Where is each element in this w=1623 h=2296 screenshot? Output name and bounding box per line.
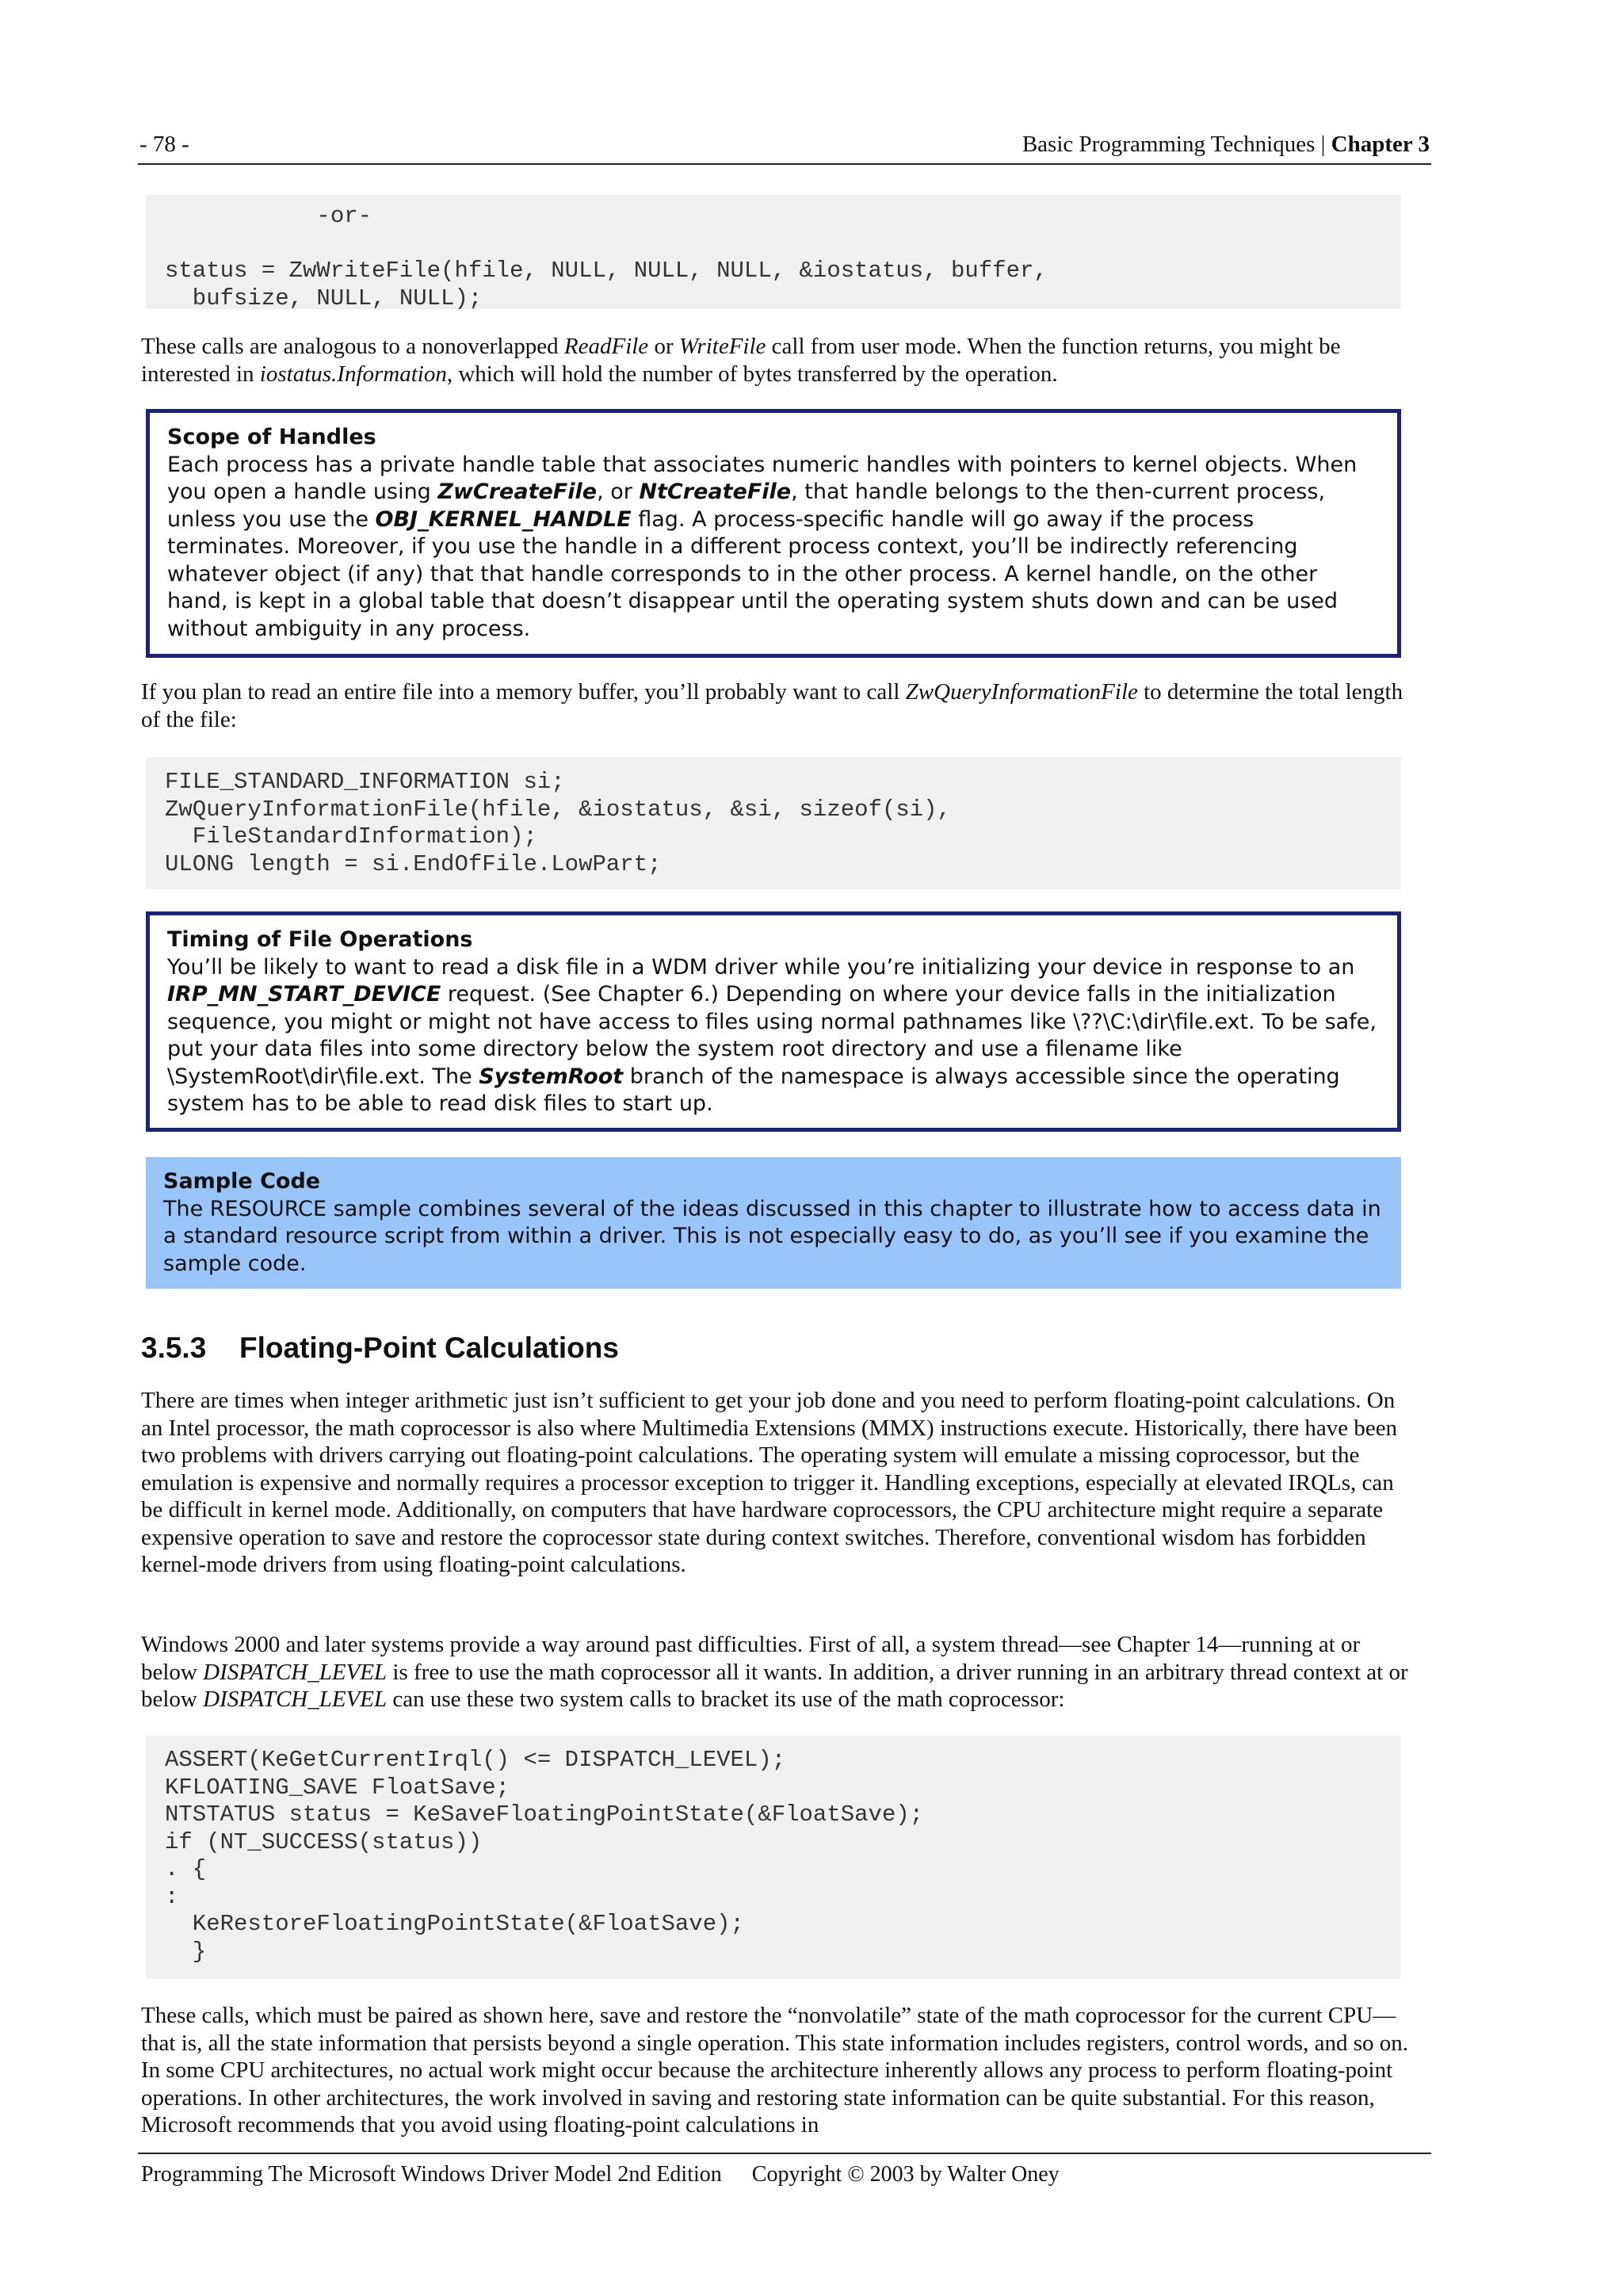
note-timing-of-file-operations: [146, 911, 1401, 1132]
paragraph-readfile-analogy: These calls are analogous to a nonoverlapped ReadFile or WriteFile call from user mode. When the function returns, you might be interested in iostatus.Information, which will hold the number of bytes transferred by the operation.: [141, 334, 1341, 387]
paragraph-query-file: If you plan to read an entire file into a memory buffer, you’ll probably want to call ZwQueryInformationFile to determine the total length of the file:: [141, 679, 1403, 732]
note-body: You’ll be likely to want to read a disk file in a WDM driver while you’re initializing your device in response to an IRP_MN_START_DEVICE request. (See Chapter 6.) Depending on where your device falls in the initialization sequence, you might or might not have access to files using normal pathnames like \??\C:\dir\file.ext. To be safe, put your data files into some directory below the system root directory and use a filename like \SystemRoot\dir\file.ext. The SystemRoot branch of the namespace is always accessible since the operating system has to be able to read disk files to start up.: [167, 954, 1377, 1116]
note-scope-of-handles: [146, 409, 1401, 658]
code-block-zwwritefile: [146, 195, 1401, 309]
code-line: status = ZwWriteFile(hfile, NULL, NULL, NULL, &iostatus, buffer,: [165, 258, 1048, 284]
chapter-heading: [1022, 132, 1430, 158]
code-line: ZwQueryInformationFile(hfile, &iostatus, &si, sizeof(si),: [165, 796, 951, 823]
note-title: Scope of Handles: [167, 425, 376, 449]
footer-book-title: Programming The Microsoft Windows Driver Model 2nd Edition: [141, 2162, 722, 2187]
code-line: bufsize, NULL, NULL);: [165, 285, 483, 311]
section-title: Floating-Point Calculations: [239, 1331, 619, 1364]
code-block-query-information: [146, 758, 1401, 889]
code-line: FileStandardInformation);: [165, 823, 537, 850]
note-title: Timing of File Operations: [167, 927, 473, 952]
paragraph-floating-point-history: There are times when integer arithmetic just isn’t sufficient to get your job done and you need to perform floating-point calculations. On an Intel processor, the math coprocessor is also where Multimedia Extensions (MMX) instructions execute. Historically, there have been two problems with drivers carrying out floating-point calculations. The operating system will emulate a missing coprocessor, but the emulation is expensive and normally requires a processor exception to trigger it. Handling exceptions, especially at elevated IRQLs, can be difficult in kernel mode. Additionally, on computers that have hardware coprocessors, the CPU architecture might require a separate expensive operation to save and restore the coprocessor state during context switches. Therefore, conventional wisdom has forbidden kernel-mode drivers from using floating-point calculations.: [141, 1388, 1398, 1577]
page-header: [138, 132, 1431, 165]
section-number: 3.5.3: [141, 1331, 207, 1364]
code-line: if (NT_SUCCESS(status)): [165, 1828, 483, 1855]
code-block-floating-save: [146, 1736, 1401, 1978]
code-line: KFLOATING_SAVE FloatSave;: [165, 1774, 510, 1801]
code-line: NTSTATUS status = KeSaveFloatingPointState(&FloatSave);: [165, 1801, 924, 1828]
sample-code-box: [146, 1157, 1401, 1289]
code-line: [165, 231, 1382, 258]
code-line: -or-: [165, 203, 372, 229]
footer-copyright: Copyright © 2003 by Walter Oney: [751, 2162, 1060, 2187]
paragraph-windows-2000: Windows 2000 and later systems provide a way around past difficulties. First of all, a system thread—see Chapter 14—running at or below DISPATCH_LEVEL is free to use the math coprocessor all it wants. In addition, a driver running in an arbitrary thread context at or below DISPATCH_LEVEL can use these two system calls to bracket its use of the math coprocessor:: [141, 1632, 1408, 1712]
code-line: :: [165, 1883, 179, 1910]
code-line: KeRestoreFloatingPointState(&FloatSave);: [165, 1911, 744, 1937]
page-number: - 78 -: [139, 132, 189, 157]
chapter-prefix: Basic Programming Techniques |: [1022, 132, 1331, 157]
sample-title: Sample Code: [163, 1169, 321, 1194]
sample-body: The RESOURCE sample combines several of the ideas discussed in this chapter to illustrate how to access data in a standard resource script from within a driver. This is not especially easy to do, as you’ll see if you examine the sample code.: [163, 1196, 1381, 1276]
paragraph-nonvolatile-state: These calls, which must be paired as shown here, save and restore the “nonvolatile” state of the math coprocessor for the current CPU—that is, all the state information that persists beyond a single operation. This state information includes registers, control words, and so on. In some CPU architectures, no actual work might occur because the architecture inherently allows any process to perform floating-point operations. In other architectures, the work involved in saving and restoring state information can be quite substantial. For this reason, Microsoft recommends that you avoid using floating-point calculations in: [141, 2003, 1408, 2137]
code-line: ASSERT(KeGetCurrentIrql() <= DISPATCH_LEVEL);: [165, 1747, 786, 1773]
code-line: . {: [165, 1856, 207, 1882]
note-body: Each process has a private handle table that associates numeric handles with pointers to kernel objects. When you open a handle using ZwCreateFile, or NtCreateFile, that handle belongs to the then-current process, unless you use the OBJ_KERNEL_HANDLE flag. A process-specific handle will go away if the process terminates. Moreover, if you use the handle in a different process context, you’ll be indirectly referencing whatever object (if any) that that handle corresponds to in the other process. A kernel handle, on the other hand, is kept in a global table that doesn’t disappear until the operating system shuts down and can be used without ambiguity in any process.: [167, 452, 1358, 641]
page-footer: [141, 2162, 1060, 2187]
code-line: }: [165, 1938, 207, 1965]
footer-divider: [138, 2153, 1431, 2154]
code-line: ULONG length = si.EndOfFile.LowPart;: [165, 850, 662, 877]
section-heading: [141, 1331, 619, 1365]
code-line: FILE_STANDARD_INFORMATION si;: [165, 769, 565, 795]
chapter-label: Chapter 3: [1331, 132, 1430, 157]
